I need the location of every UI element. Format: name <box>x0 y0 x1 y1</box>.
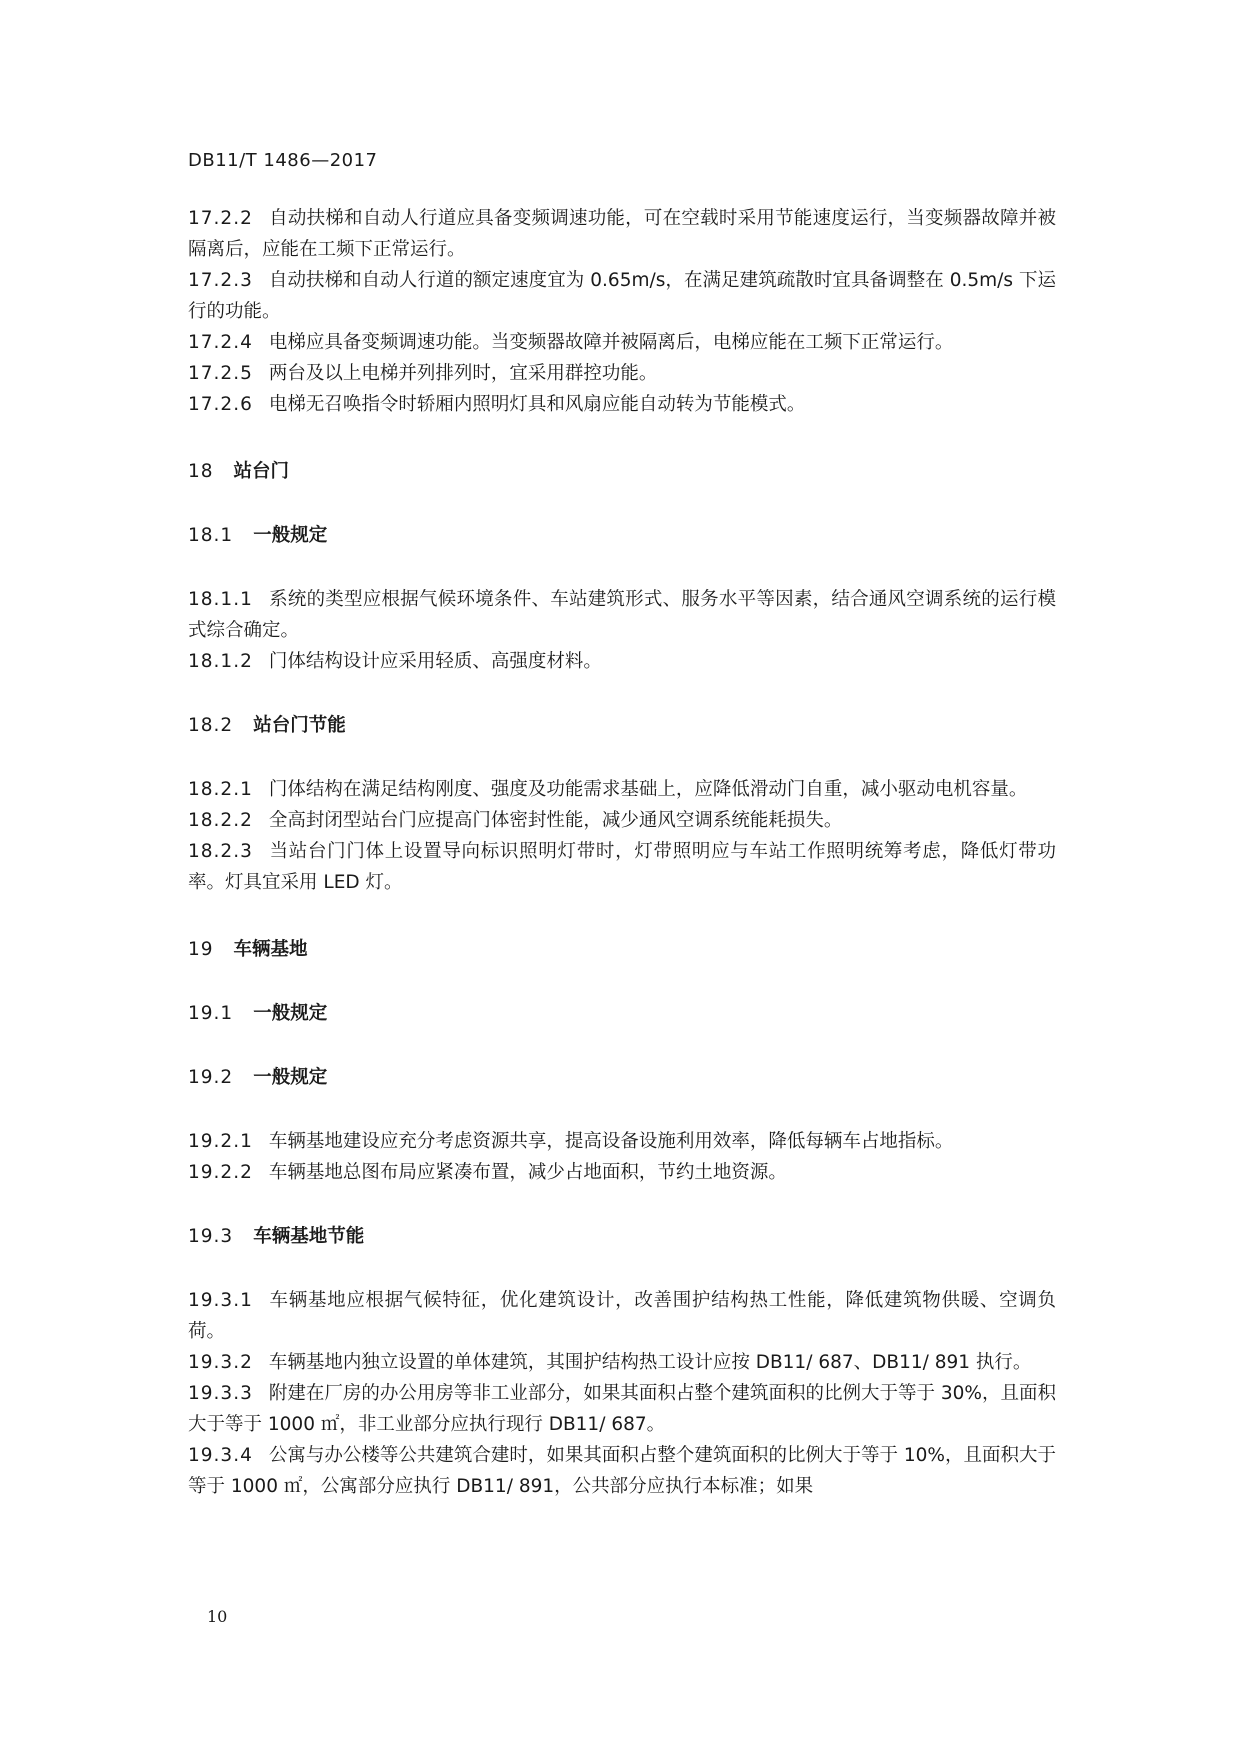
chapter-number: 18 <box>188 461 214 482</box>
clause-18-1-1 <box>188 584 1056 646</box>
clause-text: 电梯应具备变频调速功能。当变频器故障并被隔离后，电梯应能在工频下正常运行。 <box>268 332 954 353</box>
clause-text: 车辆基地总图布局应紧凑布置，减少占地面积，节约土地资源。 <box>268 1162 787 1183</box>
clause-number: 17.2.2 <box>188 208 253 229</box>
clause-text: 自动扶梯和自动人行道应具备变频调速功能，可在空载时采用节能速度运行，当变频器故障并被隔离后，应能在工频下正常运行。 <box>188 208 1056 260</box>
page-body <box>188 203 1056 1502</box>
section-heading-18-1 <box>188 520 1056 551</box>
clause-number: 19.3.2 <box>188 1352 253 1373</box>
section-title: 站台门节能 <box>253 715 346 736</box>
clause-17-2-4 <box>188 327 1056 358</box>
section-heading-19-1 <box>188 998 1056 1029</box>
clause-text: 车辆基地应根据气候特征，优化建筑设计，改善围护结构热工性能，降低建筑物供暖、空调负荷。 <box>188 1290 1056 1342</box>
chapter-number: 19 <box>188 939 214 960</box>
section-number: 19.3 <box>188 1226 234 1247</box>
clause-number: 19.3.3 <box>188 1383 253 1404</box>
clause-19-3-2 <box>188 1347 1056 1378</box>
clause-18-1-2 <box>188 646 1056 677</box>
clause-19-2-2 <box>188 1157 1056 1188</box>
clause-number: 19.3.1 <box>188 1290 253 1311</box>
section-heading-18-2 <box>188 710 1056 741</box>
clause-number: 19.2.1 <box>188 1131 253 1152</box>
clause-text: 自动扶梯和自动人行道的额定速度宜为 0.65m/s，在满足建筑疏散时宜具备调整在 0.5m/s 下运行的功能。 <box>188 270 1056 322</box>
standard-code: DB11/T 1486—2017 <box>188 150 378 171</box>
clause-text: 系统的类型应根据气候环境条件、车站建筑形式、服务水平等因素，结合通风空调系统的运行模式综合确定。 <box>188 589 1056 641</box>
section-title: 车辆基地节能 <box>253 1226 365 1247</box>
page-number: 10 <box>207 1607 228 1626</box>
clause-17-2-3 <box>188 265 1056 327</box>
clause-number: 18.2.2 <box>188 810 253 831</box>
clause-number: 18.1.2 <box>188 651 253 672</box>
section-number: 18.1 <box>188 525 234 546</box>
clause-number: 17.2.3 <box>188 270 253 291</box>
section-title: 一般规定 <box>253 1067 328 1088</box>
clause-text: 公寓与办公楼等公共建筑合建时，如果其面积占整个建筑面积的比例大于等于 10%，且面积大于等于 1000 ㎡，公寓部分应执行 DB11/ 891，公共部分应执行本标准；如果 <box>188 1445 1056 1497</box>
chapter-title: 站台门 <box>233 461 290 482</box>
section-number: 18.2 <box>188 715 234 736</box>
clause-number: 18.1.1 <box>188 589 253 610</box>
chapter-title: 车辆基地 <box>233 939 308 960</box>
clause-18-2-1 <box>188 774 1056 805</box>
chapter-heading-19 <box>188 934 1056 965</box>
clause-text: 全高封闭型站台门应提高门体密封性能，减少通风空调系统能耗损失。 <box>268 810 843 831</box>
clause-text: 车辆基地建设应充分考虑资源共享，提高设备设施利用效率，降低每辆车占地指标。 <box>268 1131 954 1152</box>
clause-19-3-3 <box>188 1378 1056 1440</box>
clause-number: 18.2.1 <box>188 779 253 800</box>
clause-text: 门体结构在满足结构刚度、强度及功能需求基础上，应降低滑动门自重，减小驱动电机容量。 <box>268 779 1028 800</box>
clause-18-2-3 <box>188 836 1056 898</box>
clause-text: 附建在厂房的办公用房等非工业部分，如果其面积占整个建筑面积的比例大于等于 30%，且面积大于等于 1000 ㎡，非工业部分应执行现行 DB11/ 687。 <box>188 1383 1056 1435</box>
section-number: 19.1 <box>188 1003 234 1024</box>
section-title: 一般规定 <box>253 525 328 546</box>
clause-number: 19.2.2 <box>188 1162 253 1183</box>
clause-18-2-2 <box>188 805 1056 836</box>
clause-text: 当站台门门体上设置导向标识照明灯带时，灯带照明应与车站工作照明统筹考虑，降低灯带功率。灯具宜采用 LED 灯。 <box>188 841 1056 893</box>
clause-17-2-6 <box>188 389 1056 420</box>
clause-17-2-5 <box>188 358 1056 389</box>
clause-text: 两台及以上电梯并列排列时，宜采用群控功能。 <box>268 363 658 384</box>
clause-19-3-4 <box>188 1440 1056 1502</box>
chapter-heading-18 <box>188 456 1056 487</box>
clause-number: 17.2.4 <box>188 332 253 353</box>
section-title: 一般规定 <box>253 1003 328 1024</box>
clause-19-2-1 <box>188 1126 1056 1157</box>
clause-number: 18.2.3 <box>188 841 253 862</box>
section-heading-19-3 <box>188 1221 1056 1252</box>
clause-number: 19.3.4 <box>188 1445 253 1466</box>
clause-17-2-2 <box>188 203 1056 265</box>
clause-text: 车辆基地内独立设置的单体建筑，其围护结构热工设计应按 DB11/ 687、DB11/ 891 执行。 <box>268 1352 1032 1373</box>
section-number: 19.2 <box>188 1067 234 1088</box>
section-heading-19-2 <box>188 1062 1056 1093</box>
clause-number: 17.2.5 <box>188 363 253 384</box>
clause-text: 电梯无召唤指令时轿厢内照明灯具和风扇应能自动转为节能模式。 <box>268 394 806 415</box>
clause-number: 17.2.6 <box>188 394 253 415</box>
clause-text: 门体结构设计应采用轻质、高强度材料。 <box>268 651 602 672</box>
clause-19-3-1 <box>188 1285 1056 1347</box>
